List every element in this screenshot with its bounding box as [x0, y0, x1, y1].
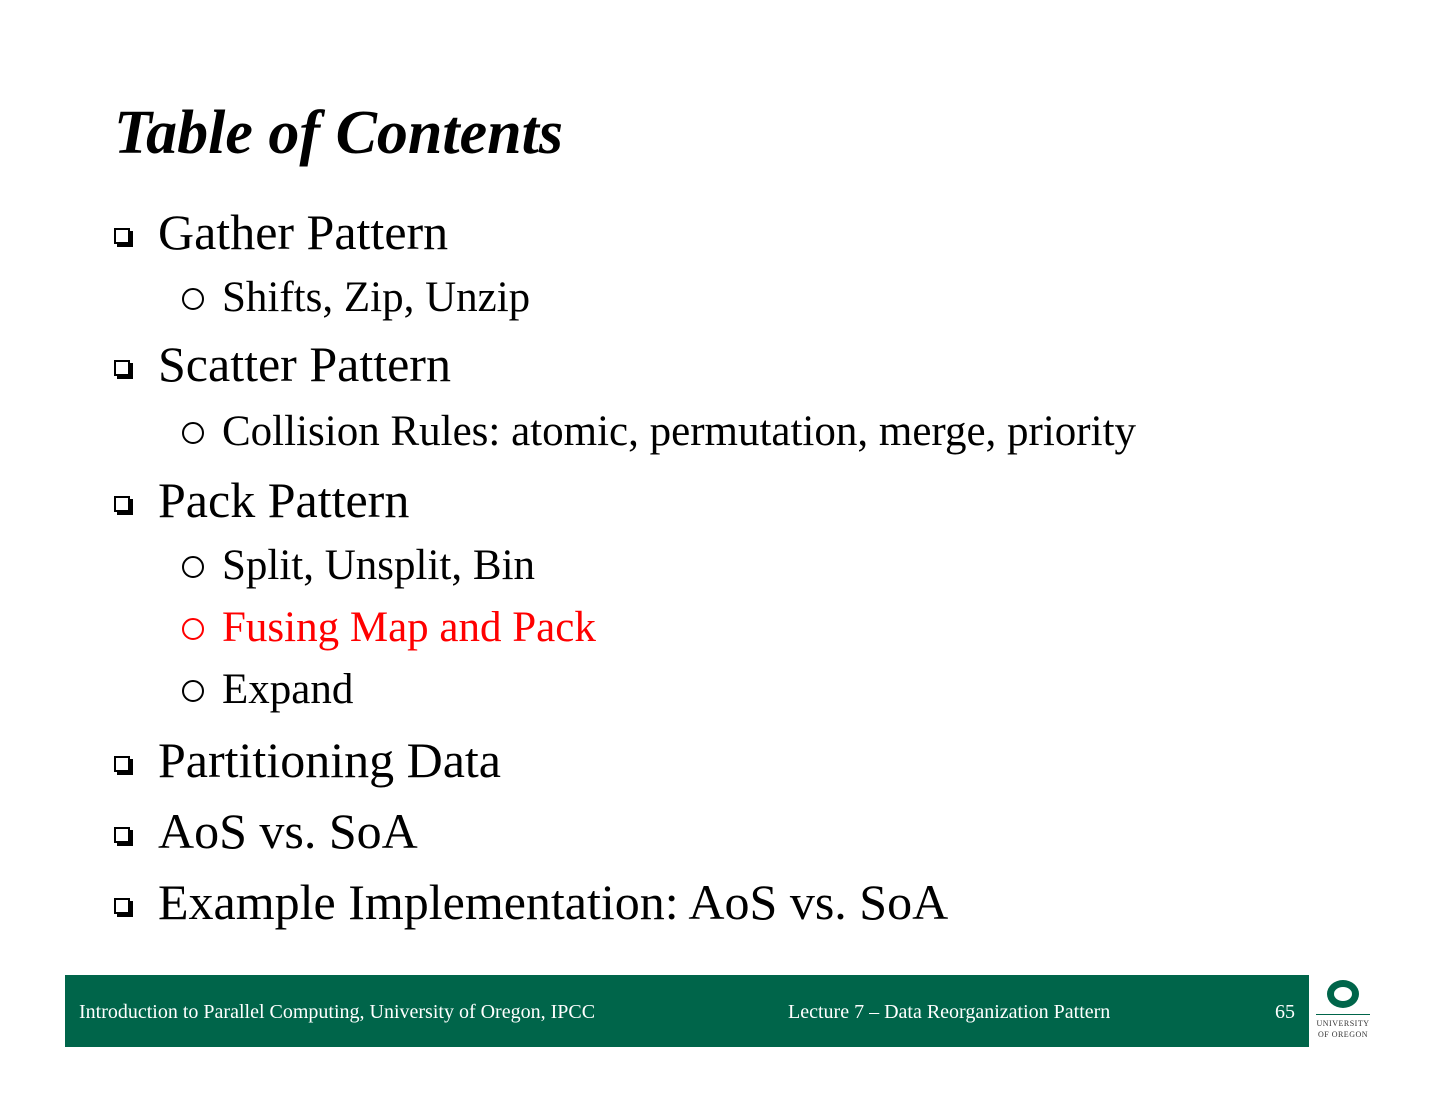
toc-item-partitioning [114, 730, 501, 790]
square-bullet-icon [114, 827, 130, 843]
logo-text-line2: OF OREGON [1317, 1030, 1369, 1039]
toc-item-pack [114, 470, 409, 530]
square-bullet-icon [114, 496, 130, 512]
toc-item-gather [114, 202, 448, 262]
toc-item-example [114, 872, 948, 932]
oregon-o-mark-icon [1327, 980, 1359, 1008]
logo-text-line1: UNIVERSITY [1316, 1019, 1370, 1028]
toc-item-scatter [114, 334, 451, 394]
toc-subitem-fusing-current [182, 602, 596, 654]
toc-item-label: Gather Pattern [158, 204, 449, 260]
toc-item-label: Pack Pattern [158, 472, 410, 528]
square-bullet-icon [114, 360, 130, 376]
square-bullet-icon [114, 228, 130, 244]
toc-item-label: Partitioning Data [158, 732, 501, 788]
toc-item-aos-soa [114, 801, 418, 861]
square-bullet-icon [114, 756, 130, 772]
slide-title: Table of Contents [114, 99, 563, 167]
toc-item-label: AoS vs. SoA [158, 803, 418, 859]
toc-subitem-split [182, 540, 535, 592]
toc-subitem-collision [182, 406, 1136, 458]
toc-item-label: Scatter Pattern [158, 336, 451, 392]
toc-subitem-label: Expand [222, 666, 354, 713]
circle-bullet-icon [182, 618, 204, 640]
toc-subitem-label: Collision Rules: atomic, permutation, merge, priority [222, 408, 1137, 455]
circle-bullet-icon [182, 422, 204, 444]
circle-bullet-icon [182, 556, 204, 578]
footer-course: Introduction to Parallel Computing, University of Oregon, IPCC [79, 1001, 596, 1023]
circle-bullet-icon [182, 680, 204, 702]
circle-bullet-icon [182, 288, 204, 310]
toc-subitem-label: Split, Unsplit, Bin [222, 542, 536, 589]
square-bullet-icon [114, 898, 130, 914]
page-number: 65 [1275, 1001, 1295, 1023]
toc-item-label: Example Implementation: AoS vs. SoA [158, 874, 949, 930]
university-of-oregon-o-logo-icon [1313, 978, 1373, 1048]
toc-subitem-label: Shifts, Zip, Unzip [222, 274, 531, 321]
logo-divider [1316, 1014, 1370, 1015]
toc-subitem-label: Fusing Map and Pack [222, 604, 596, 651]
footer-lecture: Lecture 7 – Data Reorganization Pattern [788, 1001, 1111, 1023]
table-of-contents [114, 0, 1414, 960]
toc-subitem-shifts [182, 272, 530, 324]
toc-subitem-expand [182, 664, 353, 716]
footer-bar [65, 975, 1309, 1047]
